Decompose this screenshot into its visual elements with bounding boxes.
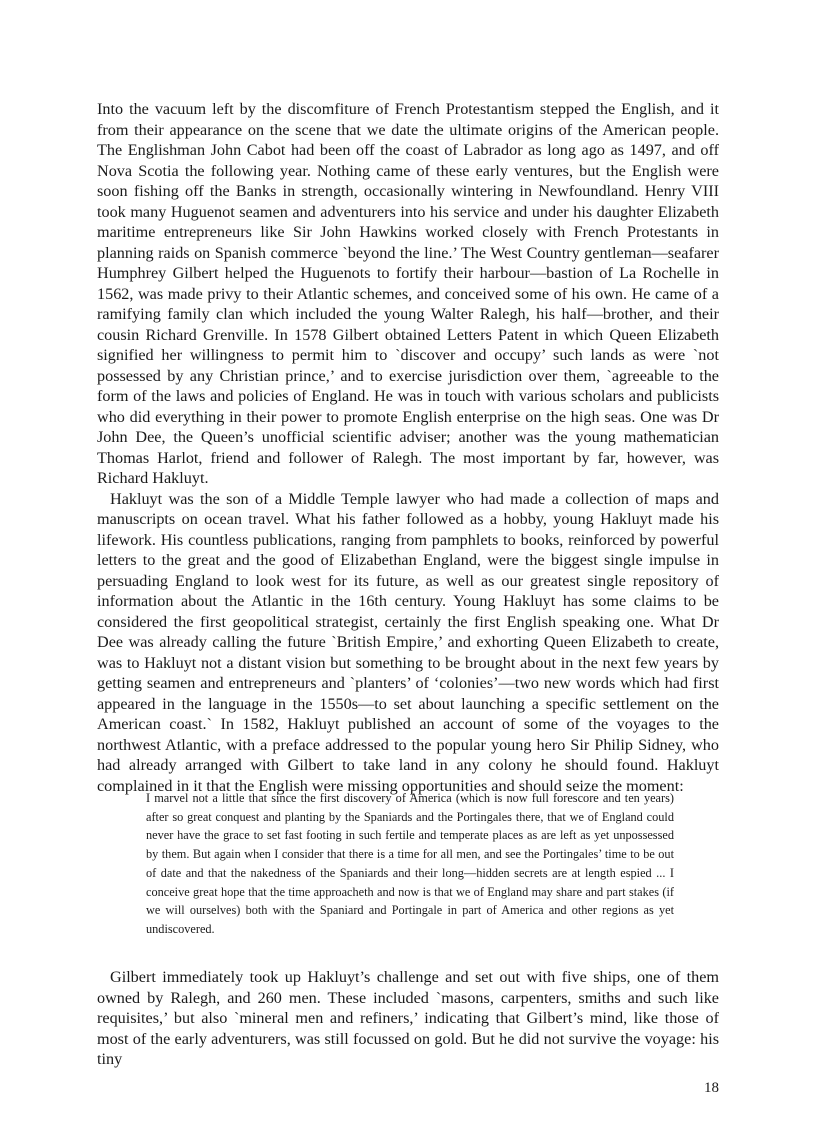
main-text-block (97, 99, 719, 796)
block-quote: I marvel not a little that since the first discovery of America (which is now full forescore and ten years) after so great conquest and planting by the Spaniards and the Portingales there, that we of England could never have the grace to set fast footing in such fertile and temperate places as are left as yet unpossessed by them. But again when I consider that there is a time for all men, and see the Portingales’ time to be out of date and that the nakedness of the Spaniards and their long—hidden secrets are at length espied ... I conceive great hope that the time approacheth and now is that we of England may share and part stakes (if we will ourselves) both with the Spaniard and Portingale in part of America and other regions as yet undiscovered. (146, 791, 674, 936)
page-number: 18 (704, 1080, 719, 1096)
paragraph-gilbert-voyage: Gilbert immediately took up Hakluyt’s challenge and set out with five ships, one of them owned by Ralegh, and 260 men. These included `masons, carpenters, smiths and such like requisites,’ but also `mineral men and refiners,’ indicating that Gilbert’s mind, like those of most of the early adventurers, was still focussed on gold. But he did not survive the voyage: his tiny (97, 968, 719, 1068)
paragraph-hakluyt: Hakluyt was the son of a Middle Temple lawyer who had made a collection of maps and manuscripts on ocean travel. What his father followed as a hobby, young Hakluyt made his lifework. His countless publications, ranging from pamphlets to books, reinforced by powerful letters to the great and the good of Elizabethan England, were the biggest single impulse in persuading England to look west for its future, as well as our greatest single repository of information about the Atlantic in the 16th century. Young Hakluyt has some claims to be considered the first geopolitical strategist, certainly the first English speaking one. What Dr Dee was already calling the future `British Empire,’ and exhorting Queen Elizabeth to create, was to Hakluyt not a distant vision but something to be brought about in the next few years by getting seamen and entrepreneurs and `planters’ of ‘colonies’—two new words which had first appeared in the language in the 1550s—to set about launching a specific settlement on the American coast.` In 1582, Hakluyt published an account of some of the voyages to the northwest Atlantic, with a preface addressed to the popular young hero Sir Philip Sidney, who had already arranged with Gilbert to take land in any colony he should found. Hakluyt complained in it that the English were missing opportunities and should seize the moment: (97, 489, 719, 795)
paragraph-cabot-gilbert: Into the vacuum left by the discomfiture of French Protestantism stepped the English, and it from their appearance on the scene that we date the ultimate origins of the American people. The Englishman John Cabot had been off the coast of Labrador as long ago as 1497, and off Nova Scotia the following year. Nothing came of these early ventures, but the English were soon fishing off the Banks in strength, occasionally wintering in Newfoundland. Henry VIII took many Huguenot seamen and adventurers into his service and under his daughter Elizabeth maritime entrepreneurs like Sir John Hawkins worked closely with French Protestants in planning raids on Spanish commerce `beyond the line.’ The West Country gentleman—seafarer Humphrey Gilbert helped the Huguenots to fortify their harbour—bastion of La Rochelle in 1562, was made privy to their Atlantic schemes, and conceived some of his own. He came of a ramifying family clan which included the young Walter Ralegh, his half—brother, and their cousin Richard Grenville. In 1578 Gilbert obtained Letters Patent in which Queen Elizabeth signified her willingness to permit him to `discover and occupy’ such lands as were `not possessed by any Christian prince,’ and to exercise jurisdiction over them, `agreeable to the form of the laws and policies of England. He was in touch with various scholars and publicists who did everything in their power to promote English enterprise on the high seas. One was Dr John Dee, the Queen’s unofficial scientific adviser; another was the young mathematician Thomas Harlot, friend and follower of Ralegh. The most important by far, however, was Richard Hakluyt. (97, 100, 719, 487)
